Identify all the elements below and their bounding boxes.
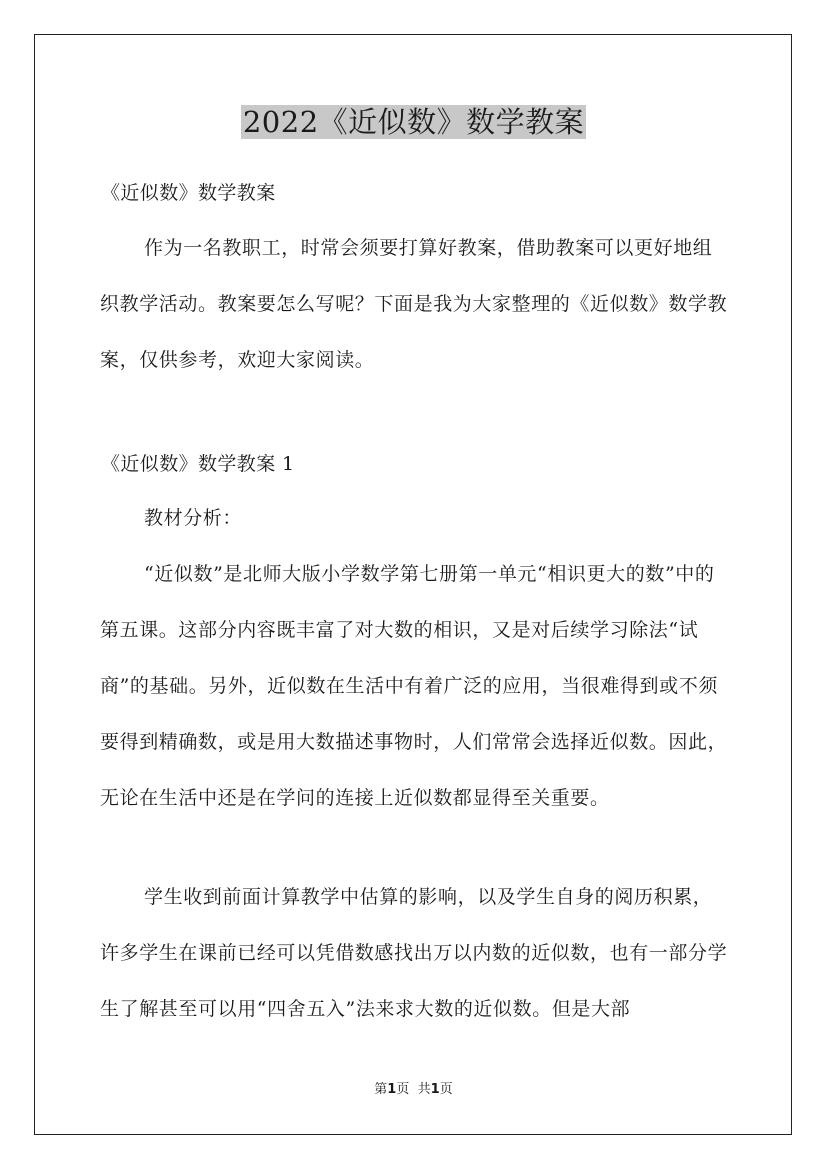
page-footer (0, 1081, 827, 1099)
footer-prefix: 第 (374, 1082, 388, 1097)
analysis-paragraph-1: “近似数”是北师大版小学数学第七册第一单元“相识更大的数”中的第五课。这部分内容既丰富了对大数的相识，又是对后续学习除法“试商”的基础。另外，近似数在生活中有着广泛的应用，当很难得到或不须要得到精确数，或是用大数描述事物时，人们常常会选择近似数。因此，无论在生活中还是在学问的连接上近似数都显得至关重要。 (100, 563, 728, 809)
footer-page-number: 1 (387, 1082, 397, 1097)
document-title-text: 2022《近似数》数学教案 (242, 105, 585, 139)
analysis-paragraph-2: 学生收到前面计算教学中估算的影响，以及学生自身的阅历积累，许多学生在课前已经可以凭借数感找出万以内数的近似数，也有一部分学生了解甚至可以用“四舍五入”法来求大数的近似数。但是大部 (100, 886, 728, 1020)
footer-total-pages: 1 (430, 1082, 440, 1097)
intro-paragraph: 作为一名教职工，时常会须要打算好教案，借助教案可以更好地组织教学活动。教案要怎么写呢？下面是我为大家整理的《近似数》数学教案，仅供参考，欢迎大家阅读。 (100, 237, 728, 371)
footer-total-prefix: 共 (417, 1082, 431, 1097)
document-title (0, 100, 827, 144)
material-analysis-label: 教材分析： (144, 507, 243, 529)
document-subtitle: 《近似数》数学教案 (101, 182, 276, 204)
footer-total-unit: 页 (439, 1082, 453, 1097)
footer-page-unit: 页 (396, 1082, 410, 1097)
section-heading-1: 《近似数》数学教案 1 (101, 453, 295, 475)
